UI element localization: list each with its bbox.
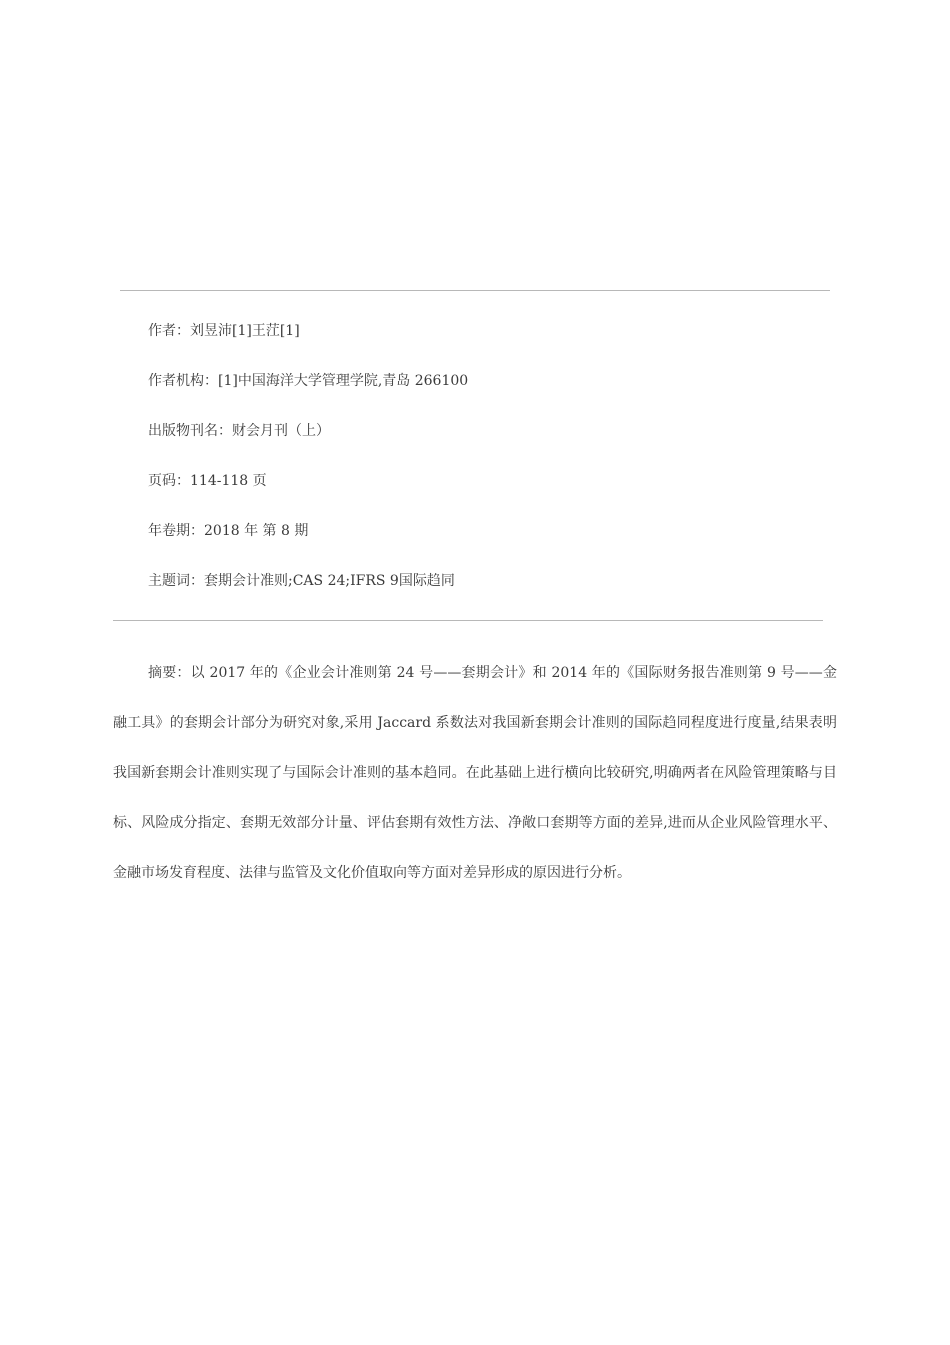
abstract-paragraph: [113, 648, 837, 898]
authors-line: [148, 321, 300, 341]
top-divider: [120, 290, 830, 291]
volume-label: 年卷期：: [148, 523, 204, 539]
keywords-value: 套期会计准则;CAS 24;IFRS 9国际趋同: [204, 573, 455, 589]
keywords-line: [148, 571, 455, 591]
journal-label: 出版物刊名：: [148, 423, 232, 439]
journal-line: [148, 421, 330, 441]
keywords-label: 主题词：: [148, 573, 204, 589]
affiliation-line: [148, 371, 468, 391]
volume-line: [148, 521, 308, 541]
pages-label: 页码：: [148, 473, 190, 489]
authors-label: 作者：: [148, 323, 190, 339]
pages-line: [148, 471, 267, 491]
journal-value: 财会月刊（上）: [232, 423, 330, 439]
abstract-text: 以 2017 年的《企业会计准则第 24 号——套期会计》和 2014 年的《国际财务报告准则第 9 号——金融工具》的套期会计部分为研究对象,采用 Jaccard 系数法对我国新套期会计准则的国际趋同程度进行度量,结果表明我国新套期会计准则实现了与国际会计准则的基本趋同。在此基础上进行横向比较研究,明确两者在风险管理策略与目标、风险成分指定、套期无效部分计量、评估套期有效性方法、净敞口套期等方面的差异,进而从企业风险管理水平、金融市场发育程度、法律与监管及文化价值取向等方面对差异形成的原因进行分析。: [113, 665, 838, 881]
abstract-label: 摘要：: [148, 665, 191, 681]
pages-value: 114-118 页: [190, 473, 267, 489]
volume-value: 2018 年 第 8 期: [204, 523, 309, 539]
middle-divider: [113, 620, 823, 621]
affiliation-label: 作者机构：: [148, 373, 218, 389]
affiliation-value: [1]中国海洋大学管理学院,青岛 266100: [218, 373, 469, 389]
authors-value: 刘昱沛[1]王茳[1]: [190, 323, 300, 339]
